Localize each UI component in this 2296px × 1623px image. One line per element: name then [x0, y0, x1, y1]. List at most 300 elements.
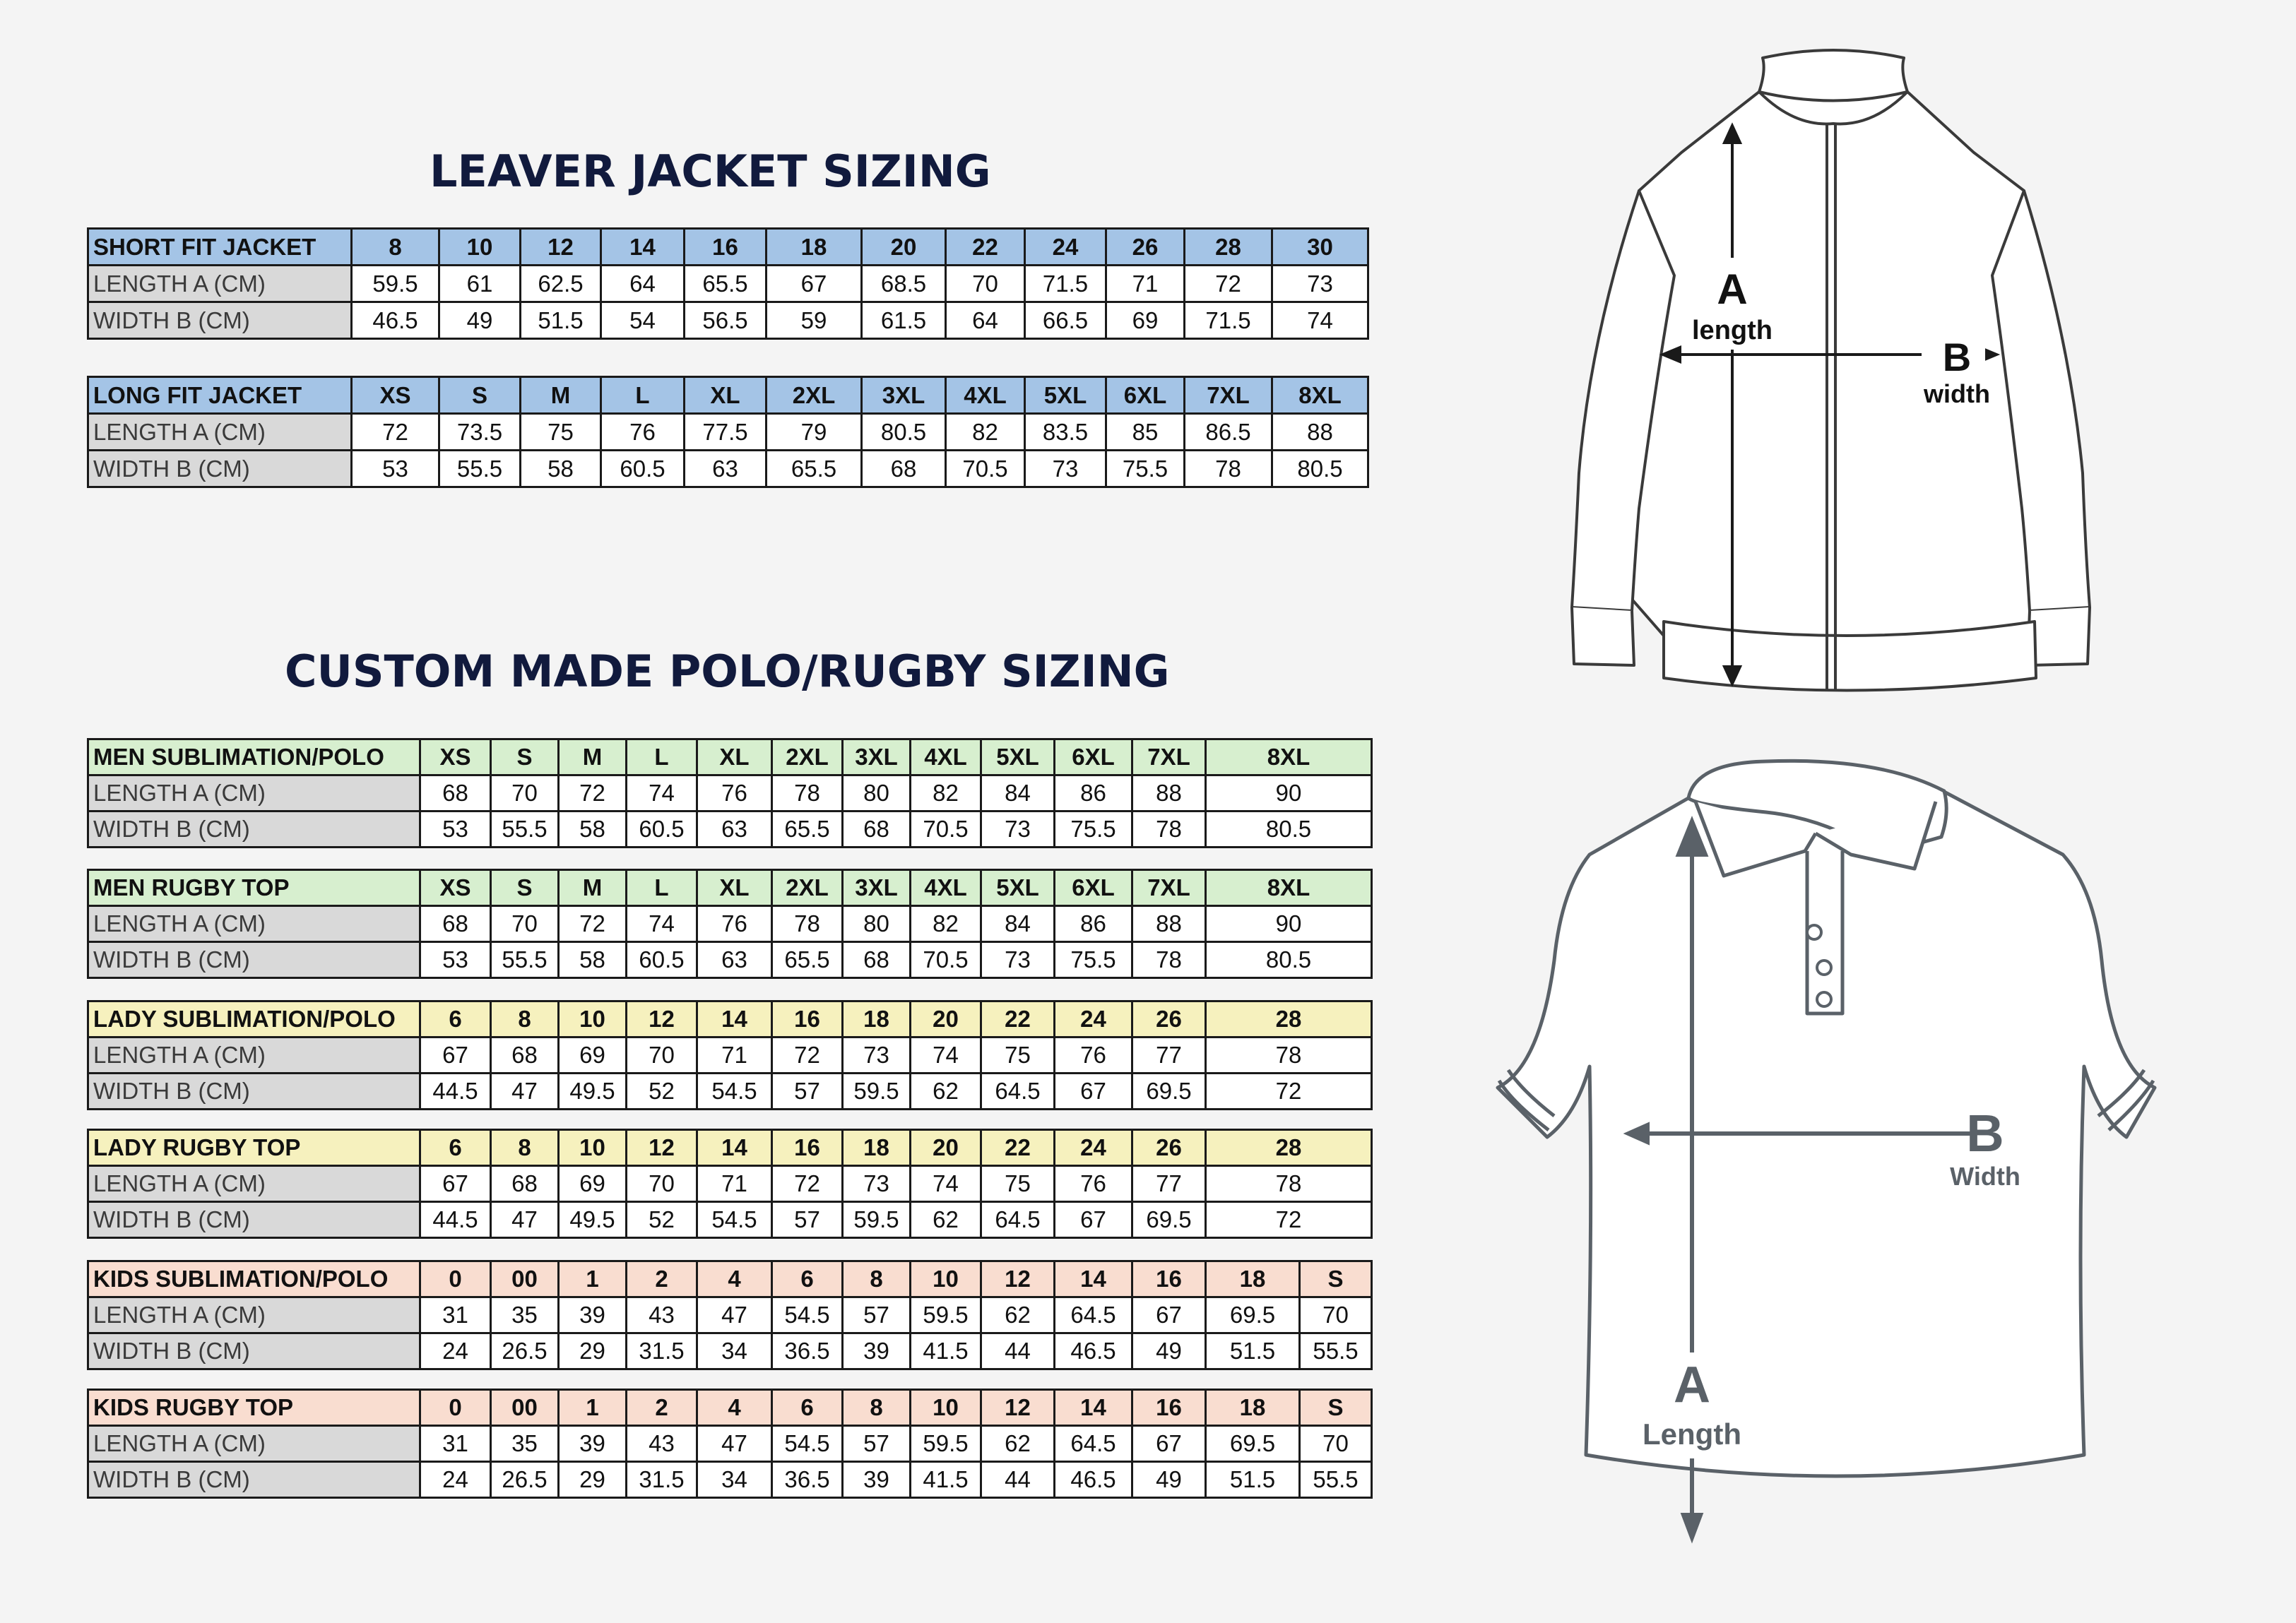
measurement-cell: 46.5	[1055, 1462, 1132, 1498]
size-cell: 20	[911, 1130, 981, 1166]
measurement-cell: 35	[491, 1297, 559, 1333]
measurement-cell: 39	[559, 1297, 627, 1333]
size-cell: M	[521, 377, 601, 414]
measurement-cell: 52	[627, 1074, 697, 1110]
measurement-cell: 46.5	[1055, 1333, 1132, 1369]
measurement-cell: 71.5	[1185, 302, 1272, 339]
size-cell: 14	[601, 229, 685, 266]
measurement-cell: 68	[843, 942, 911, 978]
measurement-cell: 49	[1132, 1333, 1206, 1369]
size-cell: S	[491, 870, 559, 906]
measurement-cell: 65.5	[772, 942, 843, 978]
size-cell: 7XL	[1185, 377, 1272, 414]
size-cell: 14	[1055, 1390, 1132, 1426]
size-cell: XS	[420, 739, 491, 775]
table-title-cell: KIDS RUGBY TOP	[88, 1390, 420, 1426]
size-cell: 2XL	[772, 739, 843, 775]
measurement-cell: 76	[1055, 1166, 1132, 1202]
size-cell: 12	[627, 1001, 697, 1038]
jacket-width-label: width	[1924, 379, 1990, 408]
measurement-cell: 76	[697, 775, 772, 812]
measurement-cell: 73	[981, 942, 1055, 978]
measurement-cell: 64.5	[981, 1202, 1055, 1238]
measurement-cell: 43	[627, 1426, 697, 1462]
row-label-cell: WIDTH B (CM)	[88, 1202, 420, 1238]
measurement-cell: 63	[697, 812, 772, 848]
size-header-row	[88, 377, 1368, 414]
measurement-cell: 80.5	[862, 414, 946, 451]
size-header-row	[88, 1390, 1372, 1426]
table-title-cell: LADY RUGBY TOP	[88, 1130, 420, 1166]
size-cell: S	[491, 739, 559, 775]
men-sublimation-polo-table	[87, 738, 1373, 848]
size-cell: 1	[559, 1390, 627, 1426]
measurement-cell: 41.5	[911, 1333, 981, 1369]
size-cell: 8	[491, 1130, 559, 1166]
jacket-length-label: length	[1692, 316, 1773, 345]
measurement-cell: 82	[911, 775, 981, 812]
measurement-cell: 77	[1132, 1166, 1206, 1202]
measurement-cell: 73	[843, 1166, 911, 1202]
length-row	[88, 775, 1372, 812]
size-cell: 26	[1106, 229, 1185, 266]
measurement-cell: 49	[1132, 1462, 1206, 1498]
size-cell: S	[1300, 1390, 1372, 1426]
measurement-cell: 29	[559, 1462, 627, 1498]
table-title-cell: KIDS SUBLIMATION/POLO	[88, 1261, 420, 1297]
measurement-cell: 57	[843, 1297, 911, 1333]
size-cell: 00	[491, 1261, 559, 1297]
size-cell: 12	[981, 1390, 1055, 1426]
size-cell: 20	[862, 229, 946, 266]
size-cell: 5XL	[1025, 377, 1106, 414]
measurement-cell: 59.5	[843, 1202, 911, 1238]
measurement-cell: 51.5	[521, 302, 601, 339]
measurement-cell: 72	[772, 1038, 843, 1074]
measurement-cell: 63	[685, 451, 767, 487]
measurement-cell: 55.5	[439, 451, 521, 487]
measurement-cell: 69.5	[1132, 1202, 1206, 1238]
size-cell: 5XL	[981, 870, 1055, 906]
size-cell: 22	[981, 1130, 1055, 1166]
size-cell: 4	[697, 1390, 772, 1426]
measurement-cell: 71.5	[1025, 266, 1106, 302]
table-title-cell: LADY SUBLIMATION/POLO	[88, 1001, 420, 1038]
size-cell: S	[439, 377, 521, 414]
size-cell: 2	[627, 1390, 697, 1426]
measurement-cell: 47	[697, 1426, 772, 1462]
measurement-cell: 61	[439, 266, 521, 302]
row-label-cell: LENGTH A (CM)	[88, 266, 352, 302]
measurement-cell: 74	[911, 1166, 981, 1202]
measurement-cell: 34	[697, 1333, 772, 1369]
measurement-cell: 57	[772, 1202, 843, 1238]
measurement-cell: 69	[1106, 302, 1185, 339]
row-label-cell: WIDTH B (CM)	[88, 302, 352, 339]
measurement-cell: 90	[1206, 906, 1372, 942]
measurement-cell: 69	[559, 1038, 627, 1074]
size-cell: 0	[420, 1261, 491, 1297]
measurement-cell: 51.5	[1206, 1462, 1300, 1498]
measurement-cell: 74	[911, 1038, 981, 1074]
measurement-cell: 64	[946, 302, 1025, 339]
measurement-cell: 82	[911, 906, 981, 942]
measurement-cell: 53	[420, 812, 491, 848]
size-cell: 12	[981, 1261, 1055, 1297]
measurement-cell: 80	[843, 906, 911, 942]
measurement-cell: 80.5	[1206, 942, 1372, 978]
measurement-cell: 64.5	[1055, 1297, 1132, 1333]
measurement-cell: 78	[1206, 1166, 1372, 1202]
measurement-cell: 36.5	[772, 1333, 843, 1369]
jacket-measurement-diagram	[1512, 42, 2148, 706]
measurement-cell: 64.5	[1055, 1426, 1132, 1462]
size-cell: 18	[767, 229, 862, 266]
measurement-cell: 46.5	[352, 302, 439, 339]
polo-sizing-title: CUSTOM MADE POLO/RUGBY SIZING	[285, 646, 1170, 697]
measurement-cell: 76	[697, 906, 772, 942]
size-cell: 20	[911, 1001, 981, 1038]
measurement-cell: 60.5	[627, 812, 697, 848]
lady-rugby-top-table	[87, 1129, 1373, 1239]
size-cell: 4XL	[911, 739, 981, 775]
size-cell: 1	[559, 1261, 627, 1297]
size-cell: L	[627, 870, 697, 906]
size-header-row	[88, 739, 1372, 775]
measurement-cell: 76	[601, 414, 685, 451]
measurement-cell: 36.5	[772, 1462, 843, 1498]
measurement-cell: 86	[1055, 775, 1132, 812]
size-cell: 8XL	[1206, 870, 1372, 906]
measurement-cell: 26.5	[491, 1462, 559, 1498]
size-cell: 14	[697, 1130, 772, 1166]
row-label-cell: WIDTH B (CM)	[88, 1333, 420, 1369]
measurement-cell: 70	[491, 775, 559, 812]
table-title-cell: SHORT FIT JACKET	[88, 229, 352, 266]
row-label-cell: WIDTH B (CM)	[88, 451, 352, 487]
measurement-cell: 67	[420, 1166, 491, 1202]
polo-width-label: Width	[1950, 1162, 2020, 1191]
measurement-cell: 70	[627, 1038, 697, 1074]
measurement-cell: 31.5	[627, 1333, 697, 1369]
measurement-cell: 73	[843, 1038, 911, 1074]
size-cell: 8	[843, 1390, 911, 1426]
measurement-cell: 67	[1132, 1297, 1206, 1333]
size-cell: 10	[439, 229, 521, 266]
measurement-cell: 73	[981, 812, 1055, 848]
size-cell: 16	[685, 229, 767, 266]
size-cell: 26	[1132, 1130, 1206, 1166]
measurement-cell: 70	[491, 906, 559, 942]
measurement-cell: 88	[1272, 414, 1368, 451]
size-cell: 6	[420, 1001, 491, 1038]
measurement-cell: 62.5	[521, 266, 601, 302]
measurement-cell: 59	[767, 302, 862, 339]
measurement-cell: 78	[1185, 451, 1272, 487]
measurement-cell: 58	[559, 942, 627, 978]
measurement-cell: 86.5	[1185, 414, 1272, 451]
size-cell: 8XL	[1272, 377, 1368, 414]
size-cell: XL	[697, 870, 772, 906]
measurement-cell: 47	[491, 1074, 559, 1110]
row-label-cell: WIDTH B (CM)	[88, 942, 420, 978]
size-cell: 8	[352, 229, 439, 266]
measurement-cell: 88	[1132, 775, 1206, 812]
measurement-cell: 70.5	[911, 942, 981, 978]
length-row	[88, 1166, 1372, 1202]
size-cell: 10	[911, 1261, 981, 1297]
measurement-cell: 76	[1055, 1038, 1132, 1074]
size-cell: 30	[1272, 229, 1368, 266]
size-cell: 16	[772, 1130, 843, 1166]
measurement-cell: 67	[1132, 1426, 1206, 1462]
size-cell: 24	[1055, 1001, 1132, 1038]
size-cell: 5XL	[981, 739, 1055, 775]
size-header-row	[88, 1130, 1372, 1166]
size-cell: 2	[627, 1261, 697, 1297]
size-cell: 16	[1132, 1261, 1206, 1297]
size-cell: 3XL	[843, 870, 911, 906]
measurement-cell: 60.5	[627, 942, 697, 978]
polo-b-letter: B	[1966, 1104, 2004, 1163]
measurement-cell: 68	[420, 906, 491, 942]
polo-a-letter: A	[1674, 1357, 1710, 1413]
size-cell: 22	[981, 1001, 1055, 1038]
measurement-cell: 60.5	[601, 451, 685, 487]
measurement-cell: 49.5	[559, 1074, 627, 1110]
size-cell: 8	[843, 1261, 911, 1297]
measurement-cell: 67	[1055, 1074, 1132, 1110]
measurement-cell: 75	[981, 1038, 1055, 1074]
row-label-cell: LENGTH A (CM)	[88, 1038, 420, 1074]
jacket-a-letter: A	[1717, 266, 1748, 313]
measurement-cell: 64.5	[981, 1074, 1055, 1110]
length-row	[88, 414, 1368, 451]
row-label-cell: WIDTH B (CM)	[88, 812, 420, 848]
measurement-cell: 72	[352, 414, 439, 451]
measurement-cell: 80.5	[1206, 812, 1372, 848]
measurement-cell: 68	[862, 451, 946, 487]
size-cell: 6XL	[1055, 870, 1132, 906]
size-cell: 18	[843, 1130, 911, 1166]
measurement-cell: 52	[627, 1202, 697, 1238]
measurement-cell: 78	[772, 906, 843, 942]
measurement-cell: 71	[697, 1038, 772, 1074]
size-cell: 4	[697, 1261, 772, 1297]
measurement-cell: 47	[491, 1202, 559, 1238]
width-row	[88, 302, 1368, 339]
measurement-cell: 74	[627, 775, 697, 812]
size-cell: 0	[420, 1390, 491, 1426]
measurement-cell: 78	[1206, 1038, 1372, 1074]
size-cell: 4XL	[911, 870, 981, 906]
measurement-cell: 31	[420, 1426, 491, 1462]
row-label-cell: WIDTH B (CM)	[88, 1462, 420, 1498]
table-title-cell: MEN SUBLIMATION/POLO	[88, 739, 420, 775]
measurement-cell: 77	[1132, 1038, 1206, 1074]
measurement-cell: 34	[697, 1462, 772, 1498]
size-header-row	[88, 229, 1368, 266]
size-cell: 12	[627, 1130, 697, 1166]
measurement-cell: 63	[697, 942, 772, 978]
measurement-cell: 80	[843, 775, 911, 812]
row-label-cell: LENGTH A (CM)	[88, 1426, 420, 1462]
measurement-cell: 67	[1055, 1202, 1132, 1238]
measurement-cell: 86	[1055, 906, 1132, 942]
measurement-cell: 65.5	[767, 451, 862, 487]
size-cell: 18	[1206, 1390, 1300, 1426]
measurement-cell: 78	[772, 775, 843, 812]
short-fit-jacket-table	[87, 227, 1369, 340]
size-cell: 7XL	[1132, 870, 1206, 906]
measurement-cell: 73.5	[439, 414, 521, 451]
measurement-cell: 39	[843, 1462, 911, 1498]
size-cell: XS	[420, 870, 491, 906]
measurement-cell: 24	[420, 1333, 491, 1369]
measurement-cell: 78	[1132, 942, 1206, 978]
measurement-cell: 71	[1106, 266, 1185, 302]
size-cell: 28	[1185, 229, 1272, 266]
measurement-cell: 49.5	[559, 1202, 627, 1238]
measurement-cell: 68.5	[862, 266, 946, 302]
size-cell: 12	[521, 229, 601, 266]
measurement-cell: 69.5	[1132, 1074, 1206, 1110]
measurement-cell: 59.5	[843, 1074, 911, 1110]
measurement-cell: 58	[521, 451, 601, 487]
size-cell: 6	[772, 1261, 843, 1297]
measurement-cell: 56.5	[685, 302, 767, 339]
measurement-cell: 66.5	[1025, 302, 1106, 339]
measurement-cell: 51.5	[1206, 1333, 1300, 1369]
measurement-cell: 31.5	[627, 1462, 697, 1498]
measurement-cell: 24	[420, 1462, 491, 1498]
size-cell: 28	[1206, 1130, 1372, 1166]
row-label-cell: LENGTH A (CM)	[88, 775, 420, 812]
measurement-cell: 57	[843, 1426, 911, 1462]
measurement-cell: 59.5	[352, 266, 439, 302]
men-rugby-top-table	[87, 869, 1373, 979]
row-label-cell: WIDTH B (CM)	[88, 1074, 420, 1110]
measurement-cell: 90	[1206, 775, 1372, 812]
size-cell: 3XL	[862, 377, 946, 414]
measurement-cell: 54.5	[697, 1074, 772, 1110]
measurement-cell: 68	[420, 775, 491, 812]
measurement-cell: 72	[559, 775, 627, 812]
measurement-cell: 78	[1132, 812, 1206, 848]
length-row	[88, 1038, 1372, 1074]
size-cell: 6	[772, 1390, 843, 1426]
measurement-cell: 75	[521, 414, 601, 451]
size-cell: S	[1300, 1261, 1372, 1297]
measurement-cell: 73	[1025, 451, 1106, 487]
measurement-cell: 88	[1132, 906, 1206, 942]
measurement-cell: 59.5	[911, 1297, 981, 1333]
size-cell: 2XL	[772, 870, 843, 906]
measurement-cell: 74	[1272, 302, 1368, 339]
measurement-cell: 54.5	[772, 1297, 843, 1333]
measurement-cell: 44.5	[420, 1074, 491, 1110]
measurement-cell: 47	[697, 1297, 772, 1333]
measurement-cell: 41.5	[911, 1462, 981, 1498]
length-row	[88, 266, 1368, 302]
size-cell: 26	[1132, 1001, 1206, 1038]
measurement-cell: 75.5	[1055, 812, 1132, 848]
size-cell: 3XL	[843, 739, 911, 775]
width-row	[88, 1333, 1372, 1369]
kids-sublimation-polo-table	[87, 1260, 1373, 1370]
measurement-cell: 39	[559, 1426, 627, 1462]
measurement-cell: 54.5	[772, 1426, 843, 1462]
measurement-cell: 62	[981, 1297, 1055, 1333]
width-row	[88, 1074, 1372, 1110]
measurement-cell: 68	[491, 1038, 559, 1074]
measurement-cell: 79	[767, 414, 862, 451]
lady-sublimation-polo-table	[87, 1000, 1373, 1110]
measurement-cell: 62	[981, 1426, 1055, 1462]
width-row	[88, 1202, 1372, 1238]
size-cell: XS	[352, 377, 439, 414]
measurement-cell: 85	[1106, 414, 1185, 451]
size-cell: M	[559, 739, 627, 775]
size-cell: 16	[1132, 1390, 1206, 1426]
size-cell: 10	[559, 1001, 627, 1038]
measurement-cell: 53	[420, 942, 491, 978]
size-cell: 18	[1206, 1261, 1300, 1297]
measurement-cell: 75	[981, 1166, 1055, 1202]
size-cell: L	[627, 739, 697, 775]
size-cell: M	[559, 870, 627, 906]
measurement-cell: 70	[1300, 1426, 1372, 1462]
measurement-cell: 59.5	[911, 1426, 981, 1462]
measurement-cell: 70	[627, 1166, 697, 1202]
measurement-cell: 65.5	[685, 266, 767, 302]
measurement-cell: 49	[439, 302, 521, 339]
measurement-cell: 64	[601, 266, 685, 302]
measurement-cell: 70.5	[911, 812, 981, 848]
measurement-cell: 69.5	[1206, 1426, 1300, 1462]
measurement-cell: 72	[772, 1166, 843, 1202]
measurement-cell: 53	[352, 451, 439, 487]
measurement-cell: 75.5	[1055, 942, 1132, 978]
width-row	[88, 1462, 1372, 1498]
size-cell: 7XL	[1132, 739, 1206, 775]
length-row	[88, 1426, 1372, 1462]
measurement-cell: 55.5	[1300, 1462, 1372, 1498]
measurement-cell: 26.5	[491, 1333, 559, 1369]
measurement-cell: 70.5	[946, 451, 1025, 487]
row-label-cell: LENGTH A (CM)	[88, 1297, 420, 1333]
measurement-cell: 54	[601, 302, 685, 339]
measurement-cell: 75.5	[1106, 451, 1185, 487]
measurement-cell: 29	[559, 1333, 627, 1369]
size-cell: 6	[420, 1130, 491, 1166]
measurement-cell: 70	[1300, 1297, 1372, 1333]
measurement-cell: 83.5	[1025, 414, 1106, 451]
measurement-cell: 35	[491, 1426, 559, 1462]
measurement-cell: 44	[981, 1333, 1055, 1369]
size-cell: 24	[1025, 229, 1106, 266]
kids-rugby-top-table	[87, 1389, 1373, 1499]
measurement-cell: 43	[627, 1297, 697, 1333]
measurement-cell: 68	[843, 812, 911, 848]
measurement-cell: 65.5	[772, 812, 843, 848]
size-cell: 6XL	[1106, 377, 1185, 414]
measurement-cell: 71	[697, 1166, 772, 1202]
measurement-cell: 82	[946, 414, 1025, 451]
size-cell: 24	[1055, 1130, 1132, 1166]
length-row	[88, 1297, 1372, 1333]
measurement-cell: 72	[559, 906, 627, 942]
